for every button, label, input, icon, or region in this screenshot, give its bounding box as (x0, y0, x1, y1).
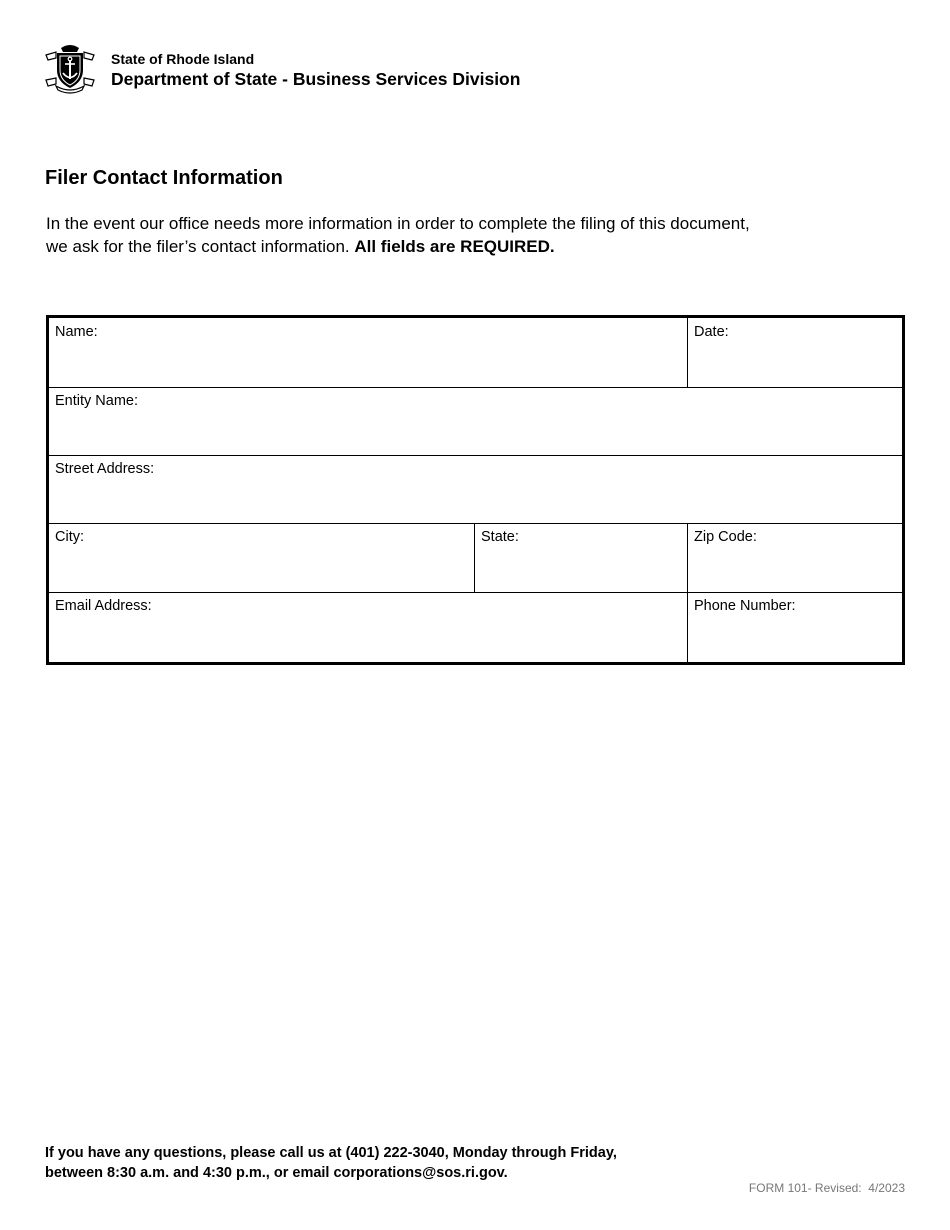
header-text (111, 50, 520, 90)
form-revision-id: FORM 101- Revised: 4/2023 (748, 1181, 905, 1195)
phone-number-label: Phone Number: (694, 598, 796, 614)
page-title: Filer Contact Information (45, 167, 283, 189)
footer-note-line-1: If you have any questions, please call us at (401) 222-3040, Monday through Friday, (45, 1145, 617, 1161)
zip-code-label: Zip Code: (694, 529, 757, 545)
city-label: City: (55, 529, 84, 545)
phone-number-field[interactable] (688, 592, 902, 662)
zip-code-field[interactable] (688, 523, 902, 592)
page-header (44, 42, 644, 94)
entity-name-label: Entity Name: (55, 393, 138, 409)
entity-name-field[interactable] (49, 387, 902, 455)
email-address-label: Email Address: (55, 598, 152, 614)
header-department: Department of State - Business Services Division (111, 69, 521, 89)
intro-paragraph (46, 212, 766, 258)
state-seal-icon (44, 42, 96, 94)
city-field[interactable] (49, 523, 474, 592)
state-field[interactable] (475, 523, 687, 592)
email-address-field[interactable] (49, 592, 687, 662)
intro-text: In the event our office needs more information in order to complete the filing of this document, we ask for the filer’s contact information. (46, 214, 750, 256)
filer-contact-form (46, 315, 905, 665)
date-label: Date: (694, 324, 729, 340)
name-label: Name: (55, 324, 98, 340)
date-field[interactable] (688, 318, 902, 387)
intro-required-note: All fields are REQUIRED. (354, 237, 555, 256)
street-address-field[interactable] (49, 455, 902, 523)
state-label: State: (481, 529, 519, 545)
street-address-label: Street Address: (55, 461, 155, 477)
footer-note-line-2: between 8:30 a.m. and 4:30 p.m., or email corporations@sos.ri.gov. (45, 1164, 508, 1181)
name-field[interactable] (49, 318, 687, 387)
header-state: State of Rhode Island (111, 51, 255, 67)
contact-footer-note (45, 1144, 705, 1183)
